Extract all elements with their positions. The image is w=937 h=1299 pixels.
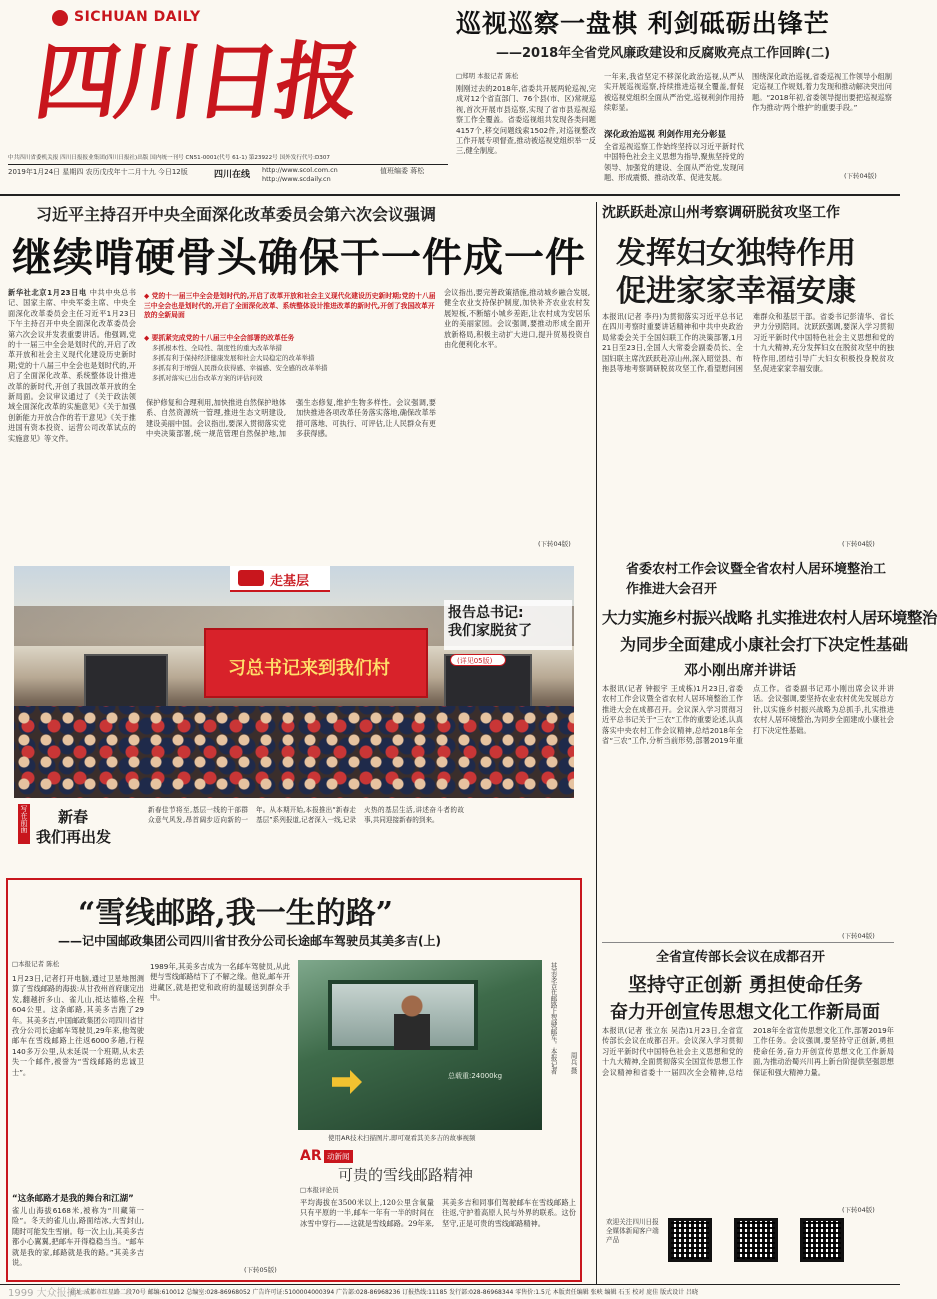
feature-subtitle: ——记中国邮政集团公司四川省甘孜分公司长途邮车驾驶员其美多吉(上) (58, 934, 441, 948)
masthead-date-line: 2019年1月24日 星期四 农历戊戌年十二月十九 今日12版 (8, 168, 188, 176)
lead-story-title: 继续啃硬骨头确保干一件成一件 (12, 235, 586, 281)
ribbon-icon (238, 570, 264, 586)
lead-story (8, 202, 592, 554)
right-story-2-kicker: 省委农村工作会议暨全省农村人居环境整治工作推进大会召开 (626, 562, 887, 597)
feature-subhead: “这条邮路才是我的舞台和江湖” (12, 1194, 134, 1204)
bullet-1: ◆ 党的十一届三中全会是划时代的,开启了改革开放和社会主义现代化建设历史新时期;党的十八届三中全会也是划时代的,开启了全面深化改革、系统整体设计推进改革的新时代,开创了我国改革开放的全新局面 (144, 292, 436, 319)
web-link-1[interactable]: http://www.scol.com.cn (262, 166, 338, 174)
right-story-3-title-1: 坚持守正创新 勇担使命任务 (628, 974, 863, 996)
right-story-1 (602, 202, 894, 554)
right-story-1-continued: (下转04版) (842, 540, 875, 548)
report-headline (444, 600, 572, 650)
page-ref-badge[interactable] (450, 654, 506, 666)
right-story-3 (602, 944, 894, 1284)
right-story-1-title-2: 促进家家幸福安康 (616, 274, 856, 309)
commentary-title: 可贵的雪线邮路精神 (338, 1166, 474, 1184)
stage-banner (204, 628, 428, 698)
china-post-logo-icon (332, 1070, 362, 1094)
feature-col-1: 1月23日,记者打开电脑,通过卫星地图测算了雪线邮路的海拔:从甘孜州首府康定出发,翻越折多山、雀儿山,抵达德格,全程604公里。这条邮路,其美多吉跑了29年。其美多吉,中国邮政集团公司四川省甘孜分公司长途邮车驾驶员,29年来,他驾驶邮车在雪线邮路上往返6000多趟,行程140多万公里,从未延误一个班期,从未丢失一个邮件,被誉为“雪线邮路的忠诚卫士”。 (12, 974, 144, 1077)
feature-story (6, 878, 582, 1282)
watermark: 1999 大众报摘 (8, 1288, 77, 1299)
qr-code-2[interactable] (734, 1218, 778, 1262)
lead-story-highlight-box (144, 292, 440, 388)
ar-badge[interactable] (300, 1148, 364, 1164)
english-name: SICHUAN DAILY (74, 9, 201, 25)
lead-story-dateline: 新华社北京1月23日电 (8, 288, 87, 297)
footer-text: 社址:成都市红星路二段70号 邮编:610012 总编室:028-86968052 广告许可证:5100004000394 广告部:028-86968236 订报热线:11185 发行部:028-86968344 零售价:1.5元 本版责任编辑 张峡 编辑 石玉 校对 庞佳 版式设计 吕晓 (70, 1289, 699, 1296)
qr-code-3[interactable] (800, 1218, 844, 1262)
page-ref-text: (详见05版) (457, 657, 493, 665)
right-story-3-continued: (下转04版) (842, 1206, 875, 1214)
app-label[interactable]: 四川在线 (214, 170, 251, 180)
right-story-2-body: 本报讯(记者 钟振宇 王成栋)1月23日,省委农村工作会议暨全省农村人居环境整治工作推进大会在成都召开。会议深入学习贯彻习近平总书记关于“三农”工作的重要论述,认真落实中央农村工作会议精神,总结2018年全省“三农”工作,分析当前形势,部署2019年重点工作。省委副书记邓小刚出席会议并讲话。会议强调,要坚持农业农村优先发展总方针,以实施乡村振兴战略为总抓手,扎实推进农村人居环境整治,为同步全面建成小康社会打下决定性基础。 (602, 684, 894, 746)
qr-code-1[interactable] (668, 1218, 712, 1262)
top-story-title: 巡视巡察一盘棋 利剑砥砺出锋芒 (456, 9, 830, 38)
bullet-4: 多抓有利于保持经济健康发展和社会大局稳定的改革举措 (152, 354, 315, 362)
commentary-byline: □本报评论员 (300, 1186, 339, 1194)
walk-grassroots-banner (230, 566, 330, 592)
right-story-1-title-1: 发挥妇女独特作用 (616, 236, 856, 271)
left-screen (84, 654, 168, 708)
feature-title: “雪线邮路,我一生的路” (78, 896, 393, 931)
feature-col-2: 1989年,其美多吉成为一名邮车驾驶员,从此便与雪线邮路结下了不解之缘。他说,邮车开进藏区,就是把党和政府的温暖送到群众手中。 (150, 962, 290, 1003)
feature-col-1b: 雀儿山海拔6168米,被称为“川藏第一险”。冬天的雀儿山,路面结冰,大雪封山,随时可能发生雪崩。每一次上山,其美多吉都小心翼翼,把邮车开得稳稳当当。“邮车就是我的家,邮路就是我的路。”其美多吉说。 (12, 1206, 144, 1268)
right-story-2-title-1: 大力实施乡村振兴战略 扎实推进农村人居环境整治 (602, 609, 937, 627)
caption-title-2: 我们再出发 (36, 828, 112, 846)
banner-text: 走基层 (270, 574, 310, 589)
caption-body: 新春佳节将至,基层一线的干部群众意气风发,昂首阔步迈向新的一年。从本期开始,本报推出“新春走基层”系列报道,记者深入一线,记录火热的基层生活,讲述奋斗者的故事,共同迎接新春的到来。 (148, 806, 464, 824)
driver (394, 994, 430, 1050)
bullet-5: 多抓有利于增强人民群众获得感、幸福感、安全感的改革举措 (152, 364, 328, 372)
mail-truck-photo (298, 960, 542, 1130)
right-story-3-body: 本报讯(记者 张立东 吴浩)1月23日,全省宣传部长会议在成都召开。会议深入学习贯彻习近平新时代中国特色社会主义思想和党的十九大精神,全面贯彻落实全国宣传思想工作会议精神和省委十一届四次全会精神,总结2018年全省宣传思想文化工作,部署2019年工作任务。会议强调,要坚持守正创新,勇担使命任务,奋力开创宣传思想文化工作新局面,为推动治蜀兴川再上新台阶提供坚强思想保证和强大精神力量。 (602, 1026, 894, 1077)
feature-continued: (下转05版) (244, 1266, 277, 1274)
bullet-2: ◆ 要抓紧完成党的十八届三中全会部署的改革任务 (144, 334, 295, 342)
lead-story-body: 中共中央总书记、国家主席、中央军委主席、中央全面深化改革委员会主任习近平1月23日下午主持召开中央全面深化改革委员会第六次会议并发表重要讲话。他强调,党的十一届三中全会是划时代的,开启了改革开放和社会主义现代化建设历史新时期;党的十八届三中全会也是划时代的,开启了全面深化改革、系统整体设计推进改革的新时代,开创了我国改革开放的全新局面。会议审议通过了《关于政法领域全面深化改革的实施意见》《关于加强创新能力开放合作的若干意见》《关于推进国有资本投资、运营公司改革试点的实施意见》等文件。 (8, 288, 136, 443)
lead-story-col-1 (8, 288, 136, 550)
lead-story-col-2: 保护修复和合理利用,加快推进自然保护地体系、自然资源统一管理,推进生态文明建设,建设美丽中国。会议指出,要深入贯彻落实党中央决策部署,统一规范管理自然保护地,加强生态修复,维护生物多样性。会议强调,要加快推进各项改革任务落实落地,确保改革举措可落地、可执行、可评估,让人民群众有更多获得感。 (146, 398, 436, 439)
lead-story-col-3: 会议指出,要完善政策措施,推动城乡融合发展,健全农业支持保护制度,加快补齐农业农村发展短板,不断缩小城乡差距,让农村成为安居乐业的美丽家园。会议强调,要推动形成全面开放新格局,积极主动扩大进口,提升贸易投资自由化便利化水平。 (444, 288, 590, 350)
duty-editor: 值班编委 蒋松 (380, 167, 425, 175)
photo-side-caption (548, 962, 578, 1132)
qr-caption: 欢迎关注四川日报全媒体新闻客户端产品 (606, 1218, 659, 1244)
sichuan-daily-emblem-icon (52, 10, 68, 26)
masthead-title: 四川日报 (29, 32, 364, 131)
bullet-3: 多抓根本性、全局性、制度性的重大改革举措 (152, 344, 282, 352)
top-story-col-1: 刚刚过去的2018年,省委共开展两轮巡视,完成对12个省直部门、76个县(市、区)常规巡视,首次开展市县巡察,实现了省市县巡视巡察工作全覆盖。省委巡视组共发现各类问题4157个,移交问题线索1502件,对巡视整改工作开展专项督查,推动被巡视党组织举一反三,健全制度。 (456, 84, 596, 156)
web-link-2[interactable]: http://www.scdaily.cn (262, 175, 331, 183)
top-story-col-3: 围绕深化政治巡视,省委巡视工作领导小组制定巡视工作规划,着力发现和推动解决突出问题。“2018年初,省委领导提出要把巡视巡察作为推动‘两个维护’的重要手段。” (752, 72, 892, 113)
top-story-continued: (下转04版) (844, 172, 877, 180)
right-story-1-body: 本报讯(记者 李丹)为贯彻落实习近平总书记在四川考察时重要讲话精神和中共中央政治局常委会关于全国妇联工作的决策部署,1月21日至23日,全国人大常委会副委员长、全国妇联主席沈跃跃赴凉山州,深入昭觉县、布拖县等地考察调研脱贫攻坚工作,看望慰问困难群众和基层干部。省委书记彭清华、省长尹力分别陪同。沈跃跃强调,要深入学习贯彻习近平新时代中国特色社会主义思想和党的十九大精神,充分发挥妇女在脱贫攻坚中的独特作用,团结引导广大妇女积极投身脱贫攻坚,促进家家幸福安康。 (602, 312, 894, 374)
top-story-col-2b: 全省巡视巡察工作始终坚持以习近平新时代中国特色社会主义思想为指导,聚焦坚持党的领导、加强党的建设、全面从严治党,发现问题、形成震慑、推动改革、促进发展。 (604, 142, 744, 183)
right-story-3-kicker: 全省宣传部长会议在成都召开 (656, 950, 826, 965)
right-story-1-kicker: 沈跃跃赴凉山州考察调研脱贫攻坚工作 (602, 205, 840, 221)
report-headline-2: 我们家脱贫了 (448, 623, 532, 639)
stage-text: 习总书记来到我们村 (228, 658, 390, 679)
feature-byline: □本报记者 陈松 (12, 960, 60, 968)
report-headline-1: 报告总书记: (448, 605, 524, 621)
masthead-info-line: 中共四川省委机关报 四川日报报业集团(四川日报社)出版 国内统一刊号 CN51-0001(代号 61-1) 第23922号 国外发行代号:D307 (8, 155, 330, 161)
bullet-6: 多抓对落实已出台改革方案的评估问效 (152, 374, 263, 382)
top-story-subhead: 深化政治巡视 利剑作用充分彰显 (604, 130, 726, 140)
top-story (456, 4, 896, 190)
right-story-2-sub: 邓小刚出席并讲话 (684, 663, 796, 679)
photo-credit: 周兵 摄 (569, 1052, 577, 1074)
right-story-2-title-2: 为同步全面建成小康社会打下决定性基础 (620, 635, 909, 654)
right-story-2 (602, 560, 937, 944)
truck-text: 总载重:24000kg (448, 1072, 503, 1080)
ar-tag: 动新闻 (324, 1150, 353, 1163)
side-tag (18, 804, 30, 844)
photo-feature (8, 560, 592, 866)
commentary-body: 平均海拔在3500米以上,120公里含氧量只有平原的一半,邮车一年有一半的时间在冰雪中穿行——这就是雪线邮路。29年来,其美多吉和同事们驾驶邮车在雪线邮路上往返,守护着高原人民与外界的联系。这份坚守,正是可贵的雪线邮路精神。 (300, 1198, 576, 1228)
side-caption-text: 其美多吉在邮路上驾驶邮车。本报记者 (549, 962, 557, 1075)
right-story-3-title-2: 奋力开创宣传思想文化工作新局面 (610, 1002, 880, 1023)
top-story-subtitle: ——2018年全省党风廉政建设和反腐败亮点工作回眸(二) (496, 46, 831, 61)
top-story-byline: □郑明 本报记者 陈松 (456, 72, 519, 80)
crowd (14, 706, 574, 798)
photo-caption: 使用AR技术扫描图片,即可观看其美多吉的故事视频 (328, 1134, 476, 1142)
lead-story-continued: (下转04版) (538, 540, 571, 548)
top-story-col-2: 一年来,我省坚定不移深化政治巡视,从严从实开展巡视巡察,持续推进巡视全覆盖,督促被巡视党组织全面从严治党,巡视利剑作用持续彰显。 (604, 72, 744, 113)
lead-story-kicker: 习近平主持召开中央全面深化改革委员会第六次会议强调 (36, 205, 437, 224)
ar-label: AR (300, 1148, 322, 1164)
side-tag-text: 写在前面 (20, 805, 28, 833)
caption-title-1: 新春 (58, 808, 89, 826)
right-story-2-continued: (下转04版) (842, 932, 875, 940)
